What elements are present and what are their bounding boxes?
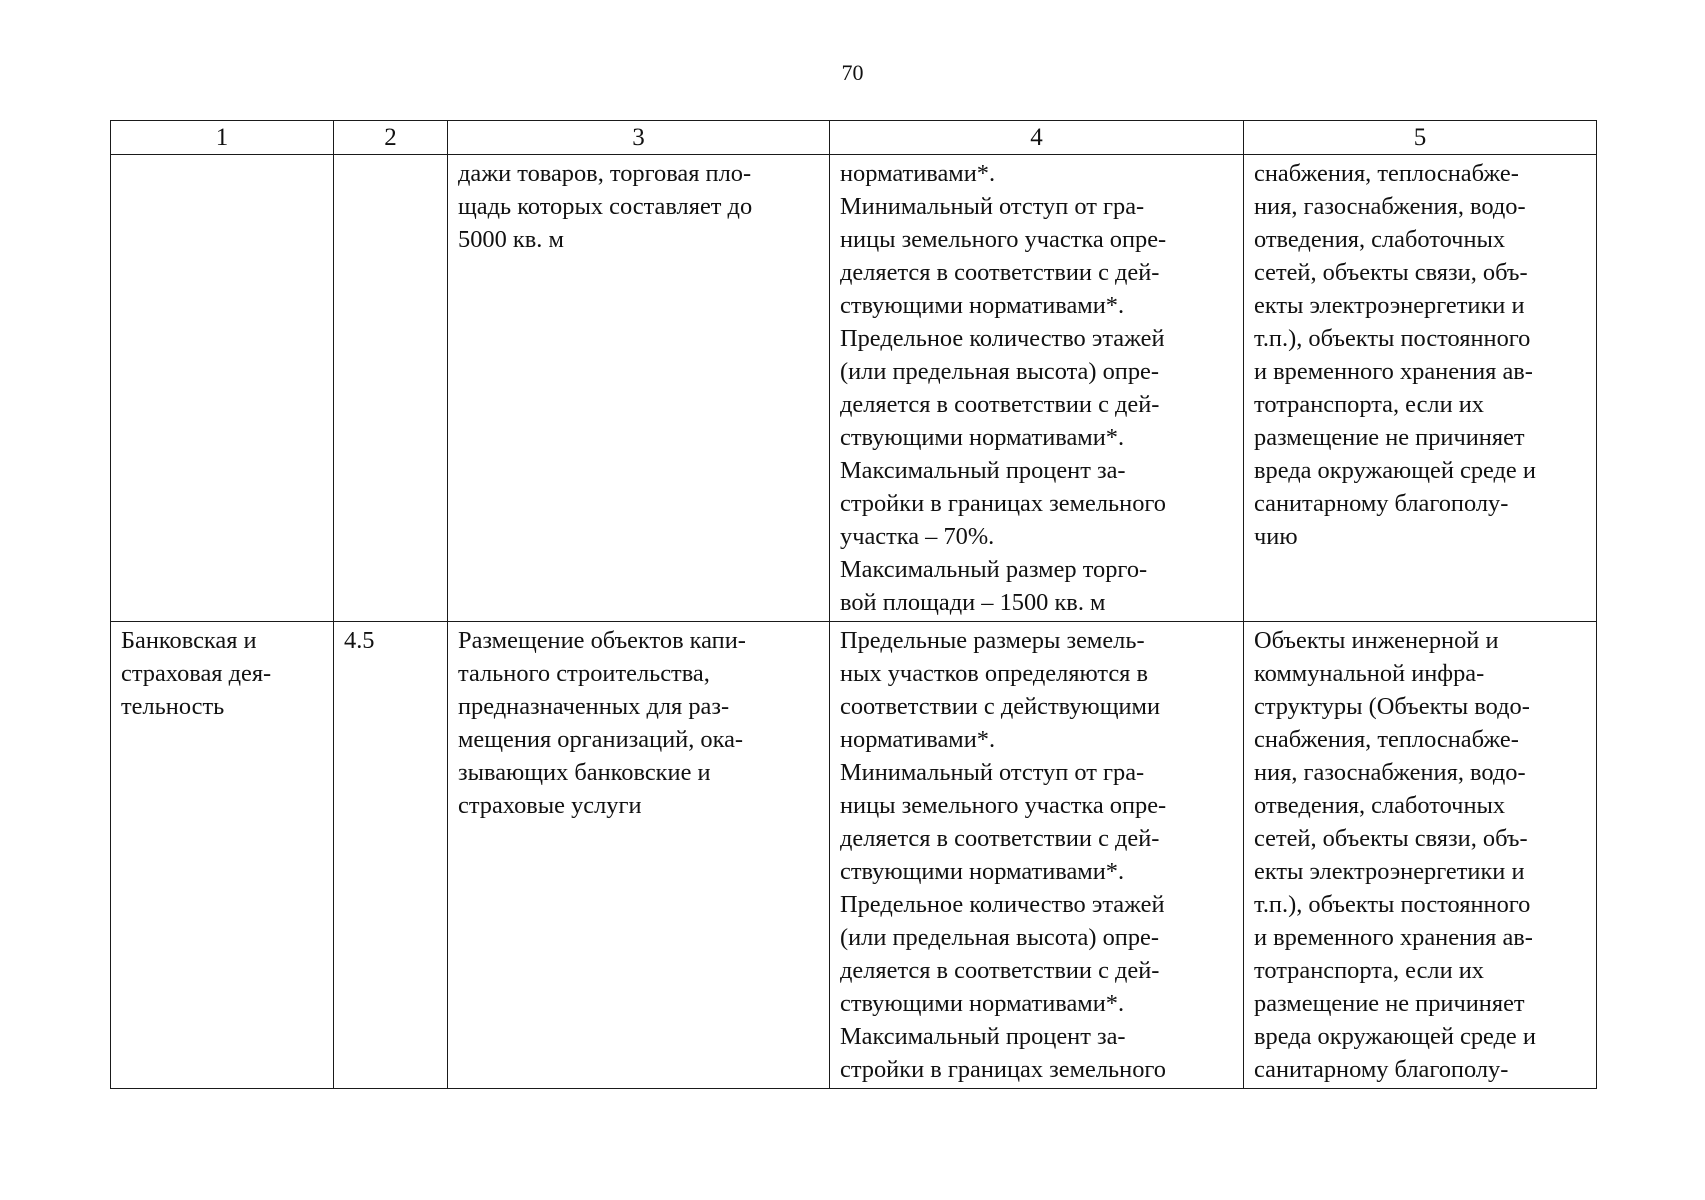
row-1-col-2	[334, 155, 448, 622]
cell-text-line: вой площади – 1500 кв. м	[840, 589, 1106, 616]
row-2-col-4	[830, 622, 1244, 1089]
cell-text-line: зывающих банковские и	[458, 759, 711, 786]
cell-text-line: ницы земельного участка опре-	[840, 226, 1167, 253]
cell-text-line: екты электроэнергетики и	[1254, 292, 1525, 319]
cell-text-line: санитарному благополу-	[1254, 490, 1509, 517]
header-cell-1: 1	[111, 121, 334, 155]
cell-text-line: сетей, объекты связи, объ-	[1254, 259, 1528, 286]
table-header-row	[111, 121, 1597, 155]
cell-text-line: деляется в соответствии с дей-	[840, 391, 1160, 418]
cell-text-line: Максимальный процент за-	[840, 1023, 1126, 1050]
cell-text-line: нормативами*.	[840, 160, 996, 187]
cell-text-line: (или предельная высота) опре-	[840, 924, 1159, 951]
cell-text-line: Предельное количество этажей	[840, 891, 1165, 918]
cell-text-line: и временного хранения ав-	[1254, 924, 1533, 951]
cell-text-line: тотранспорта, если их	[1254, 957, 1484, 984]
cell-text-line: снабжения, теплоснабже-	[1254, 726, 1519, 753]
cell-text-line: ствующими нормативами*.	[840, 292, 1125, 319]
cell-text-line: деляется в соответствии с дей-	[840, 259, 1160, 286]
cell-text-line: тотранспорта, если их	[1254, 391, 1484, 418]
cell-text-line: чию	[1254, 523, 1298, 550]
cell-text-line: сетей, объекты связи, объ-	[1254, 825, 1528, 852]
cell-text-line: соответствии с действующими	[840, 693, 1161, 720]
cell-text-line: снабжения, теплоснабже-	[1254, 160, 1519, 187]
cell-text-line: отведения, слаботочных	[1254, 792, 1506, 819]
cell-text-line: участка – 70%.	[840, 523, 995, 550]
row-2-col-2	[334, 622, 448, 1089]
row-1-col-1	[111, 155, 334, 622]
cell-text-line: отведения, слаботочных	[1254, 226, 1506, 253]
cell-text-line: Размещение объектов капи-	[458, 627, 746, 654]
cell-text-line: стройки в границах земельного	[840, 1056, 1166, 1083]
header-cell-4: 4	[830, 121, 1244, 155]
table-row	[111, 155, 1597, 622]
cell-text-line: т.п.), объекты постоянного	[1254, 891, 1531, 918]
cell-text-line: дажи товаров, торговая пло-	[458, 160, 752, 187]
cell-text-line: Максимальный размер торго-	[840, 556, 1148, 583]
cell-text-line: Максимальный процент за-	[840, 457, 1126, 484]
cell-text-line: ствующими нормативами*.	[840, 858, 1125, 885]
cell-text-line: ницы земельного участка опре-	[840, 792, 1167, 819]
cell-text-line: стройки в границах земельного	[840, 490, 1166, 517]
cell-text-line: 5000 кв. м	[458, 226, 564, 253]
cell-text-line: Предельные размеры земель-	[840, 627, 1145, 654]
cell-text-line: нормативами*.	[840, 726, 996, 753]
cell-text-line: тального строительства,	[458, 660, 710, 687]
row-1-col-5	[1244, 155, 1597, 622]
cell-text-line: ния, газоснабжения, водо-	[1254, 193, 1526, 220]
cell-text-line: санитарному благополу-	[1254, 1056, 1509, 1083]
cell-text-line: Объекты инженерной и	[1254, 627, 1499, 654]
header-cell-3: 3	[448, 121, 830, 155]
cell-text-line: мещения организаций, ока-	[458, 726, 744, 753]
cell-text-line: Предельное количество этажей	[840, 325, 1165, 352]
header-cell-2: 2	[334, 121, 448, 155]
cell-text-line: вреда окружающей среде и	[1254, 457, 1536, 484]
cell-text-line: ствующими нормативами*.	[840, 424, 1125, 451]
header-cell-5: 5	[1244, 121, 1597, 155]
cell-text-line: екты электроэнергетики и	[1254, 858, 1525, 885]
row-2-col-3	[448, 622, 830, 1089]
cell-text-line: и временного хранения ав-	[1254, 358, 1533, 385]
cell-text-line: Минимальный отступ от гра-	[840, 193, 1145, 220]
cell-text-line: размещение не причиняет	[1254, 990, 1525, 1017]
cell-text-line: вреда окружающей среде и	[1254, 1023, 1536, 1050]
cell-text-line: Банковская и	[121, 627, 257, 654]
cell-text-line: щадь которых составляет до	[458, 193, 753, 220]
row-1-col-4	[830, 155, 1244, 622]
cell-text-line: деляется в соответствии с дей-	[840, 957, 1160, 984]
cell-text-line: 4.5	[344, 627, 375, 654]
document-table	[110, 120, 1597, 1089]
cell-text-line: коммунальной инфра-	[1254, 660, 1485, 687]
cell-text-line: т.п.), объекты постоянного	[1254, 325, 1531, 352]
table-row	[111, 622, 1597, 1089]
row-2-col-5	[1244, 622, 1597, 1089]
cell-text-line: ния, газоснабжения, водо-	[1254, 759, 1526, 786]
cell-text-line: структуры (Объекты водо-	[1254, 693, 1530, 720]
cell-text-line: ствующими нормативами*.	[840, 990, 1125, 1017]
cell-text-line: Минимальный отступ от гра-	[840, 759, 1145, 786]
row-2-col-1	[111, 622, 334, 1089]
cell-text-line: (или предельная высота) опре-	[840, 358, 1159, 385]
page-number: 70	[841, 60, 864, 85]
cell-text-line: ных участков определяются в	[840, 660, 1149, 687]
cell-text-line: страховая дея-	[121, 660, 272, 687]
row-1-col-3	[448, 155, 830, 622]
cell-text-line: страховые услуги	[458, 792, 642, 819]
cell-text-line: размещение не причиняет	[1254, 424, 1525, 451]
cell-text-line: деляется в соответствии с дей-	[840, 825, 1160, 852]
cell-text-line: тельность	[121, 693, 225, 720]
cell-text-line: предназначенных для раз-	[458, 693, 730, 720]
